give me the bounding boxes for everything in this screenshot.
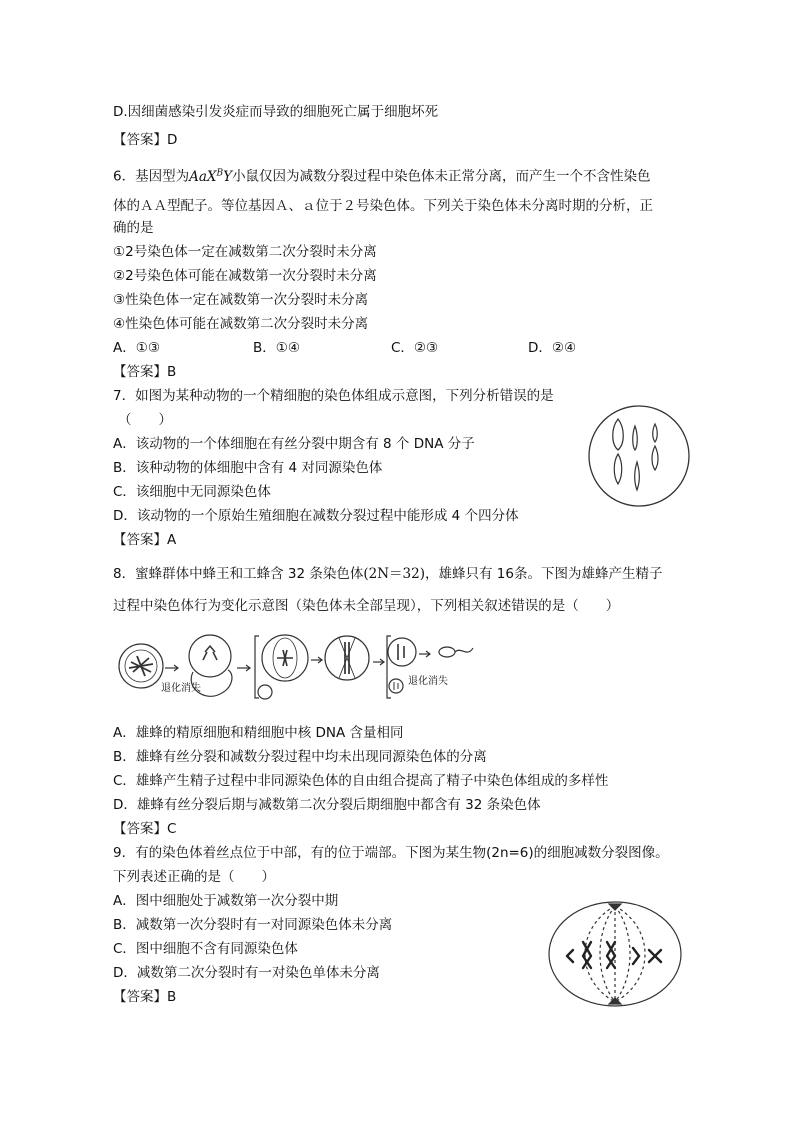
q7-stem-line-1: 7．如图为某种动物的一个精细胞的染色体组成示意图，下列分析错误的是: [113, 388, 554, 404]
q8-option-b: B．雄蜂有丝分裂和减数分裂过程中均未出现同源染色体的分离: [113, 749, 487, 765]
q6-stem-line-3: 确的是: [113, 220, 154, 236]
q9-stem-line-2: 下列表述正确的是（ ）: [113, 869, 275, 885]
q6-option-a: A．①③: [113, 340, 160, 356]
q8-figure-label-degenerate-1: 退化消失: [161, 683, 201, 694]
q6-item-4: ④性染色体可能在减数第二次分裂时未分离: [113, 316, 369, 332]
q8-stem-prefix: 8．蜜蜂群体中蜂王和工蜂含 32 条染色体: [113, 566, 364, 582]
q6-item-1: ①2号染色体一定在减数第二次分裂时未分离: [113, 244, 377, 260]
q7-option-d: D．该动物的一个原始生殖细胞在减数分裂过程中能形成 4 个四分体: [113, 508, 519, 524]
q5-answer: 【答案】D: [113, 132, 178, 148]
q6-genotype: [189, 169, 232, 185]
q9-stem-line-1: 9．有的染色体着丝点位于中部，有的位于端部。下图为某生物(2n=6)的细胞减数分裂图像。: [113, 845, 669, 861]
q8-option-c: C．雄蜂产生精子过程中非同源染色体的自由组合提高了精子中染色体组成的多样性: [113, 773, 609, 789]
q7-option-a: A．该动物的一个体细胞在有丝分裂中期含有 8 个 DNA 分子: [113, 436, 475, 452]
q8-stem-line-1: [113, 565, 662, 583]
q8-formula: (2N＝32): [363, 566, 425, 582]
q6-option-d: D．②④: [528, 340, 577, 356]
q7-stem-line-2: （ ）: [118, 412, 172, 428]
q6-genotype-sup: B: [216, 168, 224, 178]
q9-option-d: D．减数第二次分裂时有一对染色单体未分离: [113, 965, 380, 981]
q8-figure-label-degenerate-2: 退化消失: [408, 676, 448, 687]
q6-option-b: B．①④: [253, 340, 300, 356]
q5-option-d: D.因细菌感染引发炎症而导致的细胞死亡属于细胞坏死: [113, 104, 439, 120]
q8-option-a: A．雄蜂的精原细胞和精细胞中核 DNA 含量相同: [113, 725, 404, 741]
q9-answer: 【答案】B: [113, 989, 177, 1005]
q7-option-b: B．该种动物的体细胞中含有 4 对同源染色体: [113, 460, 383, 476]
q6-option-c: C．②③: [391, 340, 439, 356]
q6-stem-prefix: 6．基因型为: [113, 168, 190, 185]
q6-stem-suffix: 小鼠仅因为减数分裂过程中染色体未正常分离，而产生一个不含性染色: [232, 168, 651, 185]
q6-answer: 【答案】B: [113, 364, 177, 380]
q8-option-d: D．雄蜂有丝分裂后期与减数第二次分裂后期细胞中都含有 32 条染色体: [113, 797, 541, 813]
q9-option-a: A．图中细胞处于减数第一次分裂中期: [113, 893, 339, 909]
q8-answer: 【答案】C: [113, 821, 177, 837]
q6-genotype-end: Y: [223, 168, 233, 185]
q9-option-b: B．减数第一次分裂时有一对同源染色体未分离: [113, 917, 393, 933]
q8-stem-suffix: ，雄蜂只有 16条。下图为雄蜂产生精子: [424, 566, 663, 582]
q6-stem-line-2: 体的ＡＡ型配子。等位基因Ａ、ａ位于２号染色体。下列关于染色体未分离时期的分析，正: [113, 198, 653, 214]
q6-genotype-base: AaX: [189, 168, 217, 185]
q7-sperm-cell-figure: [585, 402, 693, 510]
q7-answer: 【答案】A: [113, 532, 177, 548]
q7-option-c: C．该细胞中无同源染色体: [113, 484, 271, 500]
q9-meiosis-cell-figure: [545, 898, 685, 1010]
q9-option-c: C．图中细胞不含有同源染色体: [113, 941, 298, 957]
q8-stem-line-2: 过程中染色体行为变化示意图（染色体未全部呈现），下列相关叙述错误的是（ ）: [113, 598, 620, 614]
q6-item-2: ②2号染色体可能在减数第一次分裂时未分离: [113, 268, 377, 284]
q6-stem-line-1: [113, 164, 651, 186]
q6-item-3: ③性染色体一定在减数第一次分裂时未分离: [113, 292, 369, 308]
